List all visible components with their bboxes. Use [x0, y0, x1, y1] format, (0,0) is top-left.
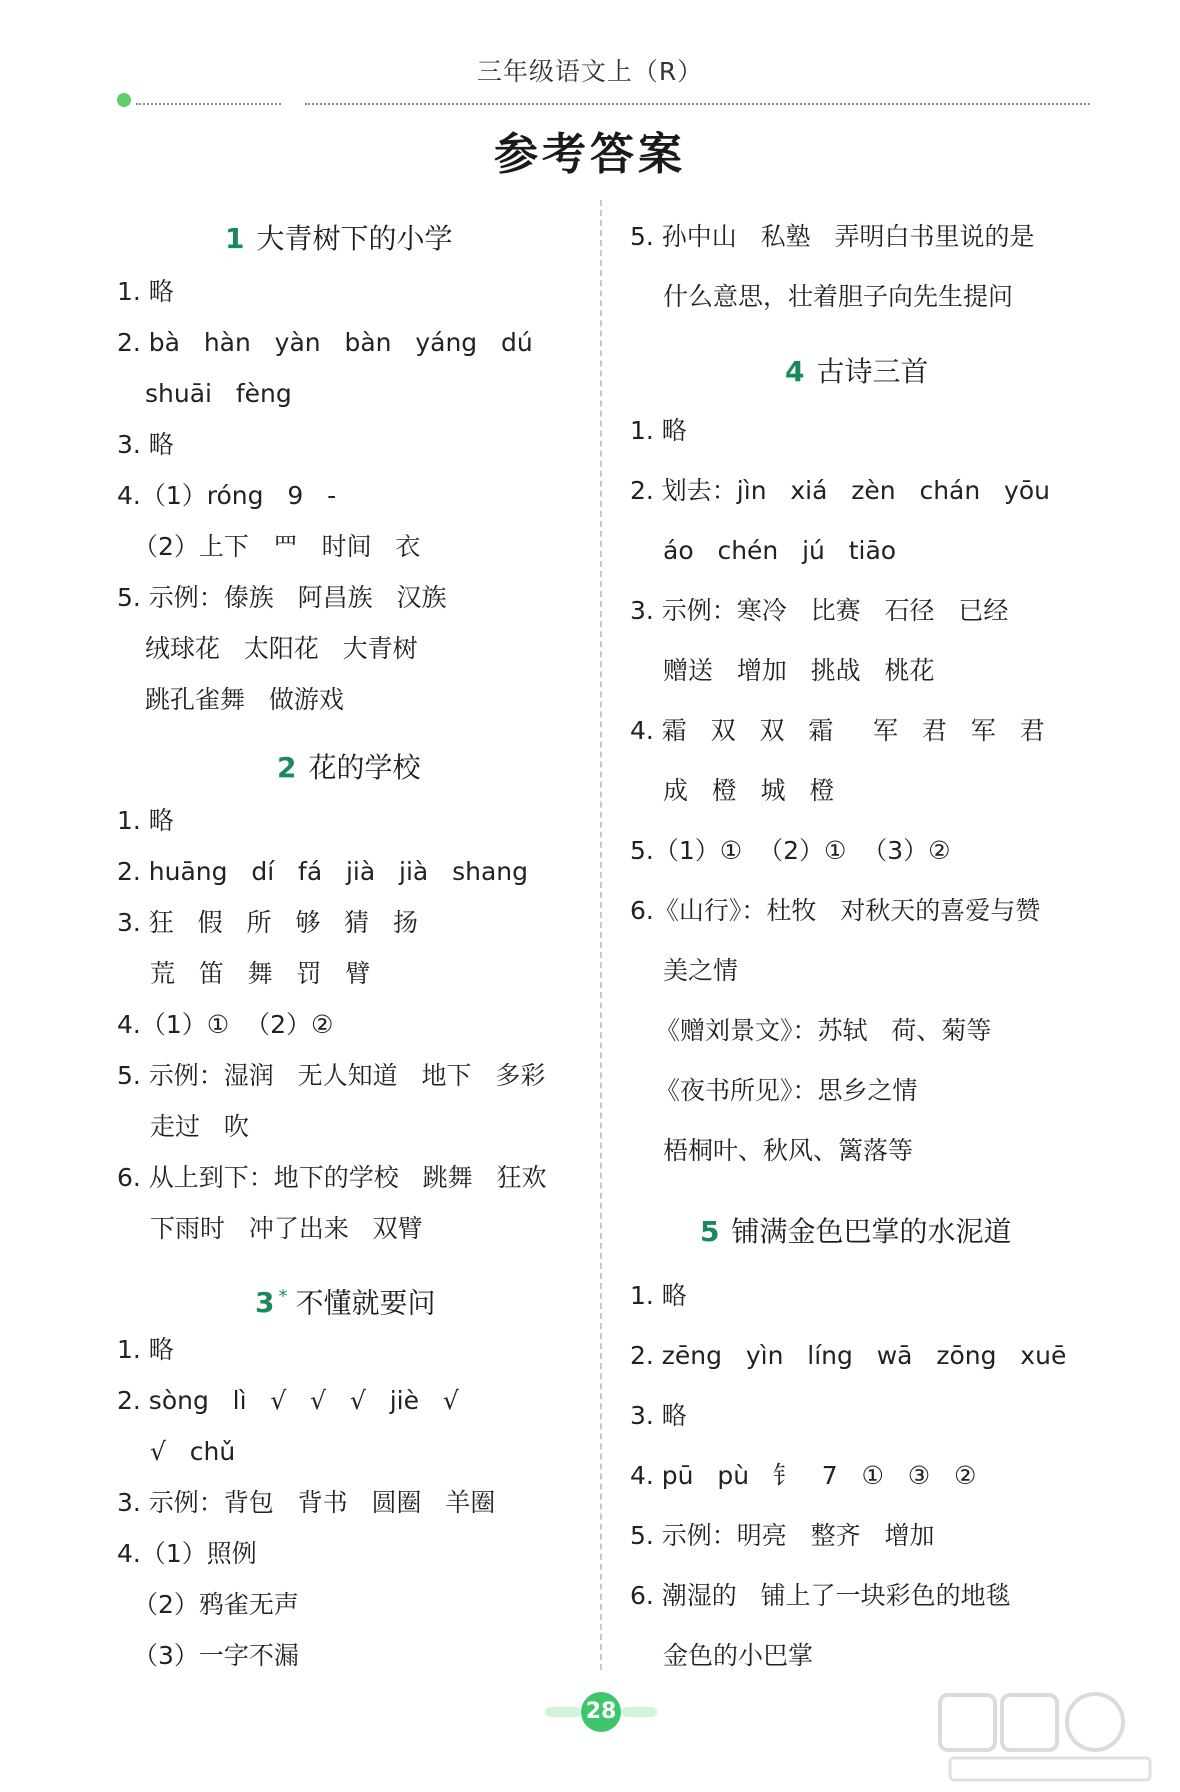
- page-badge-wing-left: [545, 1707, 581, 1717]
- answer-line: 美之情: [663, 956, 739, 985]
- section-title: 大青树下的小学: [256, 222, 453, 255]
- section-number: 5: [700, 1215, 720, 1248]
- section-number: 2: [277, 751, 297, 784]
- answer-line: 2. 划去：jìn xiá zèn chán yōu: [630, 476, 1050, 505]
- answer-line: áo chén jú tiāo: [663, 536, 897, 565]
- page-badge-wing-right: [621, 1707, 657, 1717]
- answer-line: 1. 略: [117, 277, 174, 306]
- section-title: 不懂就要问: [295, 1286, 436, 1320]
- answer-line: 4.（1）róng 9 -: [117, 481, 337, 510]
- answer-line: shuāi fèng: [145, 379, 292, 408]
- column-divider: [600, 200, 602, 1670]
- section-number: 3: [255, 1286, 275, 1320]
- answer-line: 绒球花 太阳花 大青树: [145, 634, 418, 663]
- header-rule-left: [136, 103, 281, 105]
- page-number: 28: [581, 1692, 621, 1732]
- answer-line: 2. zēng yìn líng wā zōng xuē: [630, 1341, 1067, 1370]
- page-title: 参考答案: [494, 129, 686, 180]
- answer-line: 3. 略: [630, 1401, 687, 1430]
- answer-line: 6.《山行》：杜牧 对秋天的喜爱与赞: [630, 896, 1041, 925]
- section-heading-3: [255, 1280, 436, 1320]
- section-heading-5: [700, 1215, 1012, 1249]
- section-number: 4: [785, 355, 805, 388]
- section-heading-4: [785, 355, 929, 389]
- answer-line: （2）上下 罒 时间 衣: [133, 532, 421, 561]
- running-header: 三年级语文上（R）: [476, 57, 704, 86]
- answer-line: 1. 略: [630, 1281, 687, 1310]
- answer-line: 5.（1）① （2）① （3）②: [630, 836, 951, 865]
- section-heading-1: [225, 222, 453, 256]
- answer-line: 1. 略: [117, 806, 174, 835]
- answer-line: 3. 狂 假 所 够 猜 扬: [117, 908, 419, 937]
- answer-line: 梧桐叶、秋风、篱落等: [663, 1136, 914, 1165]
- section-number: 1: [225, 222, 245, 255]
- section-heading-2: [277, 751, 421, 785]
- section-title: 铺满金色巴掌的水泥道: [731, 1215, 1012, 1248]
- answer-line: 《夜书所见》：思乡之情: [655, 1076, 918, 1105]
- answer-line: 6. 从上到下：地下的学校 跳舞 狂欢: [117, 1163, 547, 1192]
- section-title: 花的学校: [308, 751, 421, 784]
- answer-line: 1. 略: [630, 416, 687, 445]
- answer-line: 2. huāng dí fá jià jià shang: [117, 857, 528, 886]
- answer-line: 3. 示例：寒冷 比赛 石径 已经: [630, 596, 1009, 625]
- answer-line: 5. 示例：明亮 整齐 增加: [630, 1521, 935, 1550]
- answer-line: 5. 示例：傣族 阿昌族 汉族: [117, 583, 447, 612]
- answer-line: 下雨时 冲了出来 双臂: [150, 1214, 423, 1243]
- answer-line: 1. 略: [117, 1335, 174, 1364]
- answer-line: 《赠刘景文》：苏轼 荷、菊等: [655, 1016, 992, 1045]
- answer-line: 4.（1）照例: [117, 1539, 257, 1568]
- watermark-logo-icon: [930, 1690, 1170, 1785]
- answer-line: 5. 孙中山 私塾 弄明白书里说的是: [630, 222, 1035, 251]
- answer-line: 6. 潮湿的 铺上了一块彩色的地毯: [630, 1581, 1011, 1610]
- answer-line: 走过 吹: [150, 1112, 249, 1141]
- answer-line: （2）鸦雀无声: [133, 1590, 299, 1619]
- answer-line: 赠送 增加 挑战 桃花: [663, 656, 935, 685]
- answer-line: 4. pū pù 钅 7 ① ③ ②: [630, 1461, 977, 1490]
- answer-line: 3. 示例：背包 背书 圆圈 羊圈: [117, 1488, 496, 1517]
- answer-line: 4. 霜 双 双 霜 军 君 军 君: [630, 716, 1045, 745]
- section-title: 古诗三首: [816, 355, 929, 388]
- header-dot-icon: [117, 93, 131, 107]
- answer-line: 成 橙 城 橙: [663, 776, 835, 805]
- answer-line: 5. 示例：湿润 无人知道 地下 多彩: [117, 1061, 546, 1090]
- header-rule-right: [305, 103, 1090, 105]
- answer-line: √ chǔ: [150, 1437, 236, 1466]
- answer-line: 2. sòng lì √ √ √ jiè √: [117, 1386, 459, 1415]
- answer-line: 2. bà hàn yàn bàn yáng dú: [117, 328, 533, 357]
- answer-line: 4.（1）① （2）②: [117, 1010, 334, 1039]
- answer-line: 3. 略: [117, 430, 174, 459]
- answer-line: （3）一字不漏: [133, 1641, 299, 1670]
- answer-line: 金色的小巴掌: [663, 1641, 814, 1670]
- answer-line: 跳孔雀舞 做游戏: [145, 685, 344, 714]
- asterisk-mark: *: [278, 1286, 288, 1307]
- answer-line: 荒 笛 舞 罚 臂: [150, 959, 371, 988]
- answer-line: 什么意思，壮着胆子向先生提问: [663, 282, 1014, 311]
